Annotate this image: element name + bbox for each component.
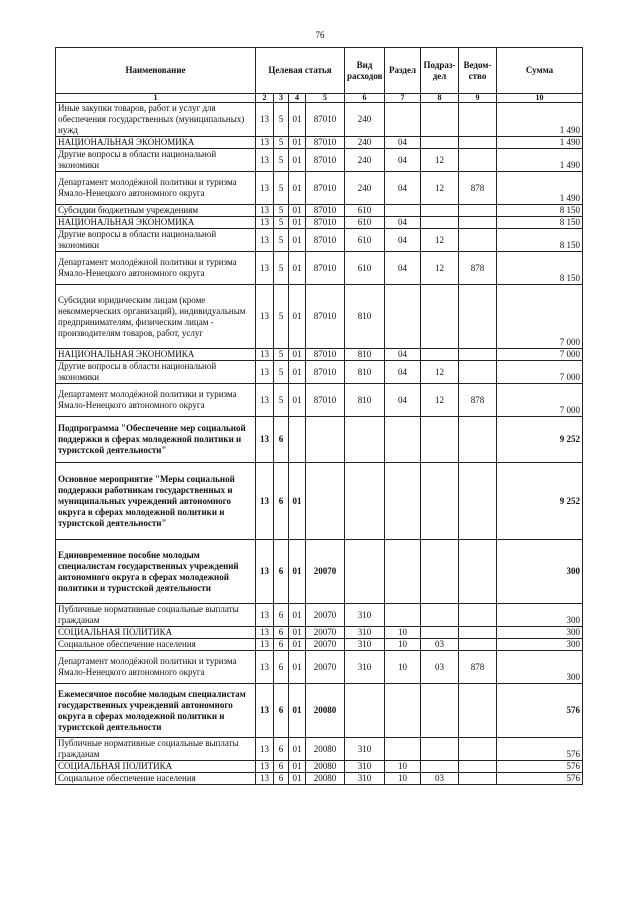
row-target-code: 87010 — [306, 285, 345, 349]
row-section: 04 — [385, 229, 421, 252]
row-target-program: 13 — [256, 349, 274, 361]
row-section: 04 — [385, 217, 421, 229]
row-department-code — [459, 149, 497, 172]
row-subsection — [421, 205, 459, 217]
row-department-code: 878 — [459, 172, 497, 205]
header-summa: Сумма — [497, 48, 583, 94]
row-subsection: 12 — [421, 149, 459, 172]
row-amount: 8 150 — [497, 217, 583, 229]
header-vedomstvo: Ведом-ство — [459, 48, 497, 94]
row-target-subprogram: 6 — [274, 773, 289, 785]
table-row — [56, 103, 583, 137]
row-target-program: 13 — [256, 738, 274, 761]
header-podrazdel: Подраз-дел — [421, 48, 459, 94]
col-number: 10 — [497, 94, 583, 103]
row-target-program: 13 — [256, 417, 274, 463]
row-target-program: 13 — [256, 761, 274, 773]
row-department-code — [459, 361, 497, 384]
row-target-subprogram: 5 — [274, 361, 289, 384]
row-amount: 1 490 — [497, 149, 583, 172]
row-target-subprogram: 6 — [274, 540, 289, 604]
row-department-code — [459, 773, 497, 785]
row-subsection — [421, 761, 459, 773]
row-name: Ежемесячное пособие молодым специалистам государственных учреждений автономного округа в сферах молодежной политики и туристской деятельности — [56, 684, 256, 738]
row-target-program: 13 — [256, 463, 274, 540]
row-section — [385, 604, 421, 627]
row-target-program: 13 — [256, 773, 274, 785]
row-subsection — [421, 738, 459, 761]
table-row — [56, 684, 583, 738]
row-department-code: 878 — [459, 252, 497, 285]
row-department-code: 878 — [459, 384, 497, 417]
row-amount: 8 150 — [497, 229, 583, 252]
row-name: НАЦИОНАЛЬНАЯ ЭКОНОМИКА — [56, 217, 256, 229]
row-name: Публичные нормативные социальные выплаты гражданам — [56, 738, 256, 761]
row-name: Иные закупки товаров, работ и услуг для обеспечения государственных (муниципальных) нужд — [56, 103, 256, 137]
row-subsection — [421, 463, 459, 540]
row-target-event: 01 — [289, 252, 306, 285]
row-name: Социальное обеспечение населения — [56, 773, 256, 785]
row-target-subprogram: 5 — [274, 149, 289, 172]
row-amount: 7 000 — [497, 361, 583, 384]
row-department-code — [459, 229, 497, 252]
row-target-code: 20070 — [306, 651, 345, 684]
row-target-event: 01 — [289, 103, 306, 137]
row-target-event: 01 — [289, 604, 306, 627]
row-target-code: 20080 — [306, 684, 345, 738]
row-target-subprogram: 5 — [274, 137, 289, 149]
row-target-code: 87010 — [306, 384, 345, 417]
row-amount: 7 000 — [497, 285, 583, 349]
row-target-program: 13 — [256, 137, 274, 149]
row-expense-type: 240 — [345, 137, 385, 149]
row-target-event: 01 — [289, 229, 306, 252]
row-department-code — [459, 103, 497, 137]
row-subsection: 12 — [421, 172, 459, 205]
row-name: СОЦИАЛЬНАЯ ПОЛИТИКА — [56, 627, 256, 639]
row-subsection — [421, 285, 459, 349]
row-section: 10 — [385, 761, 421, 773]
row-target-event: 01 — [289, 627, 306, 639]
row-amount: 1 490 — [497, 137, 583, 149]
row-target-code: 87010 — [306, 149, 345, 172]
row-section — [385, 285, 421, 349]
row-target-event: 01 — [289, 761, 306, 773]
row-target-code: 87010 — [306, 103, 345, 137]
row-target-event: 01 — [289, 361, 306, 384]
row-target-subprogram: 5 — [274, 252, 289, 285]
row-target-program: 13 — [256, 149, 274, 172]
row-target-event: 01 — [289, 540, 306, 604]
row-section — [385, 103, 421, 137]
col-number: 2 — [256, 94, 274, 103]
row-section — [385, 205, 421, 217]
col-number: 9 — [459, 94, 497, 103]
row-target-event: 01 — [289, 639, 306, 651]
row-amount: 576 — [497, 738, 583, 761]
row-amount: 300 — [497, 604, 583, 627]
row-department-code — [459, 639, 497, 651]
row-section: 04 — [385, 252, 421, 285]
row-department-code — [459, 349, 497, 361]
row-expense-type: 610 — [345, 217, 385, 229]
row-target-subprogram: 6 — [274, 761, 289, 773]
row-target-program: 13 — [256, 285, 274, 349]
table-row — [56, 349, 583, 361]
row-section — [385, 540, 421, 604]
row-target-code: 87010 — [306, 361, 345, 384]
row-amount: 7 000 — [497, 349, 583, 361]
row-expense-type: 240 — [345, 103, 385, 137]
row-target-event: 01 — [289, 137, 306, 149]
row-section — [385, 463, 421, 540]
row-target-subprogram: 6 — [274, 651, 289, 684]
row-target-code — [306, 463, 345, 540]
row-target-code: 20070 — [306, 639, 345, 651]
table-row — [56, 229, 583, 252]
row-target-subprogram: 6 — [274, 639, 289, 651]
header-razdel: Раздел — [385, 48, 421, 94]
table-row — [56, 540, 583, 604]
row-name: СОЦИАЛЬНАЯ ПОЛИТИКА — [56, 761, 256, 773]
row-section: 10 — [385, 651, 421, 684]
row-target-subprogram: 5 — [274, 103, 289, 137]
row-target-event: 01 — [289, 651, 306, 684]
row-subsection: 12 — [421, 361, 459, 384]
row-target-code: 87010 — [306, 229, 345, 252]
row-section: 04 — [385, 349, 421, 361]
row-target-program: 13 — [256, 627, 274, 639]
row-target-subprogram: 5 — [274, 285, 289, 349]
table-row — [56, 361, 583, 384]
row-department-code — [459, 761, 497, 773]
row-target-program: 13 — [256, 205, 274, 217]
row-amount: 1 490 — [497, 172, 583, 205]
header-name: Наименование — [56, 48, 256, 94]
row-target-event: 01 — [289, 172, 306, 205]
row-target-code — [306, 417, 345, 463]
table-row — [56, 205, 583, 217]
row-expense-type: 310 — [345, 639, 385, 651]
table-row — [56, 252, 583, 285]
row-amount: 576 — [497, 684, 583, 738]
row-expense-type: 240 — [345, 172, 385, 205]
col-number: 1 — [56, 94, 256, 103]
table-row — [56, 761, 583, 773]
row-department-code — [459, 217, 497, 229]
row-target-code: 20070 — [306, 627, 345, 639]
table-row — [56, 773, 583, 785]
row-target-event — [289, 417, 306, 463]
row-amount: 576 — [497, 761, 583, 773]
row-target-subprogram: 6 — [274, 738, 289, 761]
row-department-code — [459, 684, 497, 738]
row-section: 04 — [385, 384, 421, 417]
row-target-program: 13 — [256, 252, 274, 285]
table-row — [56, 417, 583, 463]
table-row — [56, 604, 583, 627]
row-target-code: 87010 — [306, 252, 345, 285]
row-subsection: 12 — [421, 252, 459, 285]
row-target-code: 87010 — [306, 137, 345, 149]
col-number: 7 — [385, 94, 421, 103]
row-target-subprogram: 5 — [274, 217, 289, 229]
row-target-event: 01 — [289, 738, 306, 761]
row-expense-type: 310 — [345, 738, 385, 761]
row-subsection: 03 — [421, 651, 459, 684]
row-target-program: 13 — [256, 604, 274, 627]
row-expense-type — [345, 540, 385, 604]
row-expense-type: 810 — [345, 349, 385, 361]
row-target-subprogram: 5 — [274, 205, 289, 217]
row-target-subprogram: 6 — [274, 604, 289, 627]
row-expense-type — [345, 684, 385, 738]
row-subsection — [421, 217, 459, 229]
header-row — [56, 48, 583, 94]
row-amount: 9 252 — [497, 463, 583, 540]
row-target-code: 87010 — [306, 349, 345, 361]
row-subsection — [421, 103, 459, 137]
row-name: Публичные нормативные социальные выплаты гражданам — [56, 604, 256, 627]
row-department-code — [459, 463, 497, 540]
row-section: 10 — [385, 773, 421, 785]
row-subsection — [421, 604, 459, 627]
row-subsection — [421, 417, 459, 463]
header-target: Целевая статья — [256, 48, 345, 94]
row-amount: 300 — [497, 540, 583, 604]
row-target-subprogram: 5 — [274, 384, 289, 417]
col-number: 4 — [289, 94, 306, 103]
row-name: Департамент молодёжной политики и туризма Ямало-Ненецкого автономного округа — [56, 384, 256, 417]
row-expense-type: 310 — [345, 604, 385, 627]
row-department-code — [459, 738, 497, 761]
row-target-event: 01 — [289, 463, 306, 540]
col-number: 6 — [345, 94, 385, 103]
row-target-subprogram: 5 — [274, 172, 289, 205]
row-name: Другие вопросы в области национальной экономики — [56, 361, 256, 384]
row-section: 04 — [385, 361, 421, 384]
row-name: НАЦИОНАЛЬНАЯ ЭКОНОМИКА — [56, 137, 256, 149]
row-target-program: 13 — [256, 229, 274, 252]
row-section: 10 — [385, 639, 421, 651]
row-target-event: 01 — [289, 285, 306, 349]
row-section — [385, 417, 421, 463]
row-section — [385, 738, 421, 761]
row-target-subprogram: 6 — [274, 627, 289, 639]
col-number: 8 — [421, 94, 459, 103]
row-target-code: 20070 — [306, 604, 345, 627]
row-target-code: 20080 — [306, 761, 345, 773]
row-target-program: 13 — [256, 217, 274, 229]
row-amount: 300 — [497, 627, 583, 639]
col-number: 5 — [306, 94, 345, 103]
row-name: Другие вопросы в области национальной экономики — [56, 149, 256, 172]
row-expense-type: 810 — [345, 285, 385, 349]
row-target-code: 87010 — [306, 172, 345, 205]
row-section — [385, 684, 421, 738]
row-name: Субсидии юридическим лицам (кроме некоммерческих организаций), индивидуальным предпринимателям, физическим лицам - производителям товаров, работ, услуг — [56, 285, 256, 349]
table-row — [56, 172, 583, 205]
page-number: 76 — [315, 30, 325, 40]
row-name: Другие вопросы в области национальной экономики — [56, 229, 256, 252]
row-target-subprogram: 6 — [274, 417, 289, 463]
row-target-code: 20080 — [306, 773, 345, 785]
row-section: 04 — [385, 172, 421, 205]
row-target-program: 13 — [256, 639, 274, 651]
row-name: Департамент молодёжной политики и туризма Ямало-Ненецкого автономного округа — [56, 651, 256, 684]
row-expense-type: 310 — [345, 773, 385, 785]
row-department-code — [459, 604, 497, 627]
row-subsection — [421, 627, 459, 639]
row-expense-type: 810 — [345, 384, 385, 417]
row-name: НАЦИОНАЛЬНАЯ ЭКОНОМИКА — [56, 349, 256, 361]
row-amount: 8 150 — [497, 252, 583, 285]
row-target-subprogram: 5 — [274, 349, 289, 361]
row-target-code: 87010 — [306, 217, 345, 229]
row-department-code — [459, 540, 497, 604]
row-expense-type: 610 — [345, 252, 385, 285]
budget-table — [55, 47, 583, 785]
table-row — [56, 627, 583, 639]
table-row — [56, 137, 583, 149]
row-expense-type: 240 — [345, 149, 385, 172]
row-section: 10 — [385, 627, 421, 639]
table-row — [56, 651, 583, 684]
row-amount: 300 — [497, 639, 583, 651]
row-amount: 7 000 — [497, 384, 583, 417]
row-target-event: 01 — [289, 349, 306, 361]
row-target-code: 87010 — [306, 205, 345, 217]
row-expense-type: 310 — [345, 761, 385, 773]
row-name: Основное мероприятие "Меры социальной поддержки работникам государственных и муниципальных учреждений автономного округа в сферах молодежной политики и туристской деятельности" — [56, 463, 256, 540]
row-target-event: 01 — [289, 684, 306, 738]
row-target-program: 13 — [256, 172, 274, 205]
row-name: Субсидии бюджетным учреждениям — [56, 205, 256, 217]
row-name: Департамент молодёжной политики и туризма Ямало-Ненецкого автономного округа — [56, 172, 256, 205]
table-row — [56, 639, 583, 651]
table-row — [56, 463, 583, 540]
column-number-row — [56, 94, 583, 103]
table-row — [56, 384, 583, 417]
row-name: Департамент молодёжной политики и туризма Ямало-Ненецкого автономного округа — [56, 252, 256, 285]
row-department-code: 878 — [459, 651, 497, 684]
row-department-code — [459, 205, 497, 217]
row-subsection: 12 — [421, 229, 459, 252]
row-target-event: 01 — [289, 384, 306, 417]
row-section: 04 — [385, 149, 421, 172]
row-amount: 9 252 — [497, 417, 583, 463]
row-expense-type — [345, 417, 385, 463]
row-expense-type: 610 — [345, 205, 385, 217]
row-target-event: 01 — [289, 205, 306, 217]
row-name: Единовременное пособие молодым специалистам государственных учреждений автономного округа в сферах молодежной политики и туристской деятельности — [56, 540, 256, 604]
row-expense-type — [345, 463, 385, 540]
row-target-program: 13 — [256, 103, 274, 137]
row-subsection — [421, 349, 459, 361]
row-target-program: 13 — [256, 684, 274, 738]
row-target-code: 20080 — [306, 738, 345, 761]
row-target-program: 13 — [256, 651, 274, 684]
row-amount: 1 490 — [497, 103, 583, 137]
row-expense-type: 610 — [345, 229, 385, 252]
row-subsection: 03 — [421, 773, 459, 785]
row-subsection — [421, 684, 459, 738]
header-vid: Вид расходов — [345, 48, 385, 94]
row-expense-type: 810 — [345, 361, 385, 384]
row-subsection: 03 — [421, 639, 459, 651]
row-department-code — [459, 627, 497, 639]
row-department-code — [459, 417, 497, 463]
table-row — [56, 149, 583, 172]
table-row — [56, 738, 583, 761]
row-target-program: 13 — [256, 540, 274, 604]
row-target-code: 20070 — [306, 540, 345, 604]
row-subsection: 12 — [421, 384, 459, 417]
row-target-event: 01 — [289, 773, 306, 785]
row-amount: 8 150 — [497, 205, 583, 217]
row-target-event: 01 — [289, 149, 306, 172]
row-name: Социальное обеспечение населения — [56, 639, 256, 651]
row-target-event: 01 — [289, 217, 306, 229]
row-section: 04 — [385, 137, 421, 149]
row-name: Подпрограмма "Обеспечение мер социальной поддержки в сферах молодежной политики и туристской деятельности" — [56, 417, 256, 463]
row-department-code — [459, 137, 497, 149]
row-amount: 300 — [497, 651, 583, 684]
table-row — [56, 217, 583, 229]
row-amount: 576 — [497, 773, 583, 785]
row-target-subprogram: 5 — [274, 229, 289, 252]
table-row — [56, 285, 583, 349]
row-subsection — [421, 137, 459, 149]
row-department-code — [459, 285, 497, 349]
col-number: 3 — [274, 94, 289, 103]
row-expense-type: 310 — [345, 651, 385, 684]
row-target-subprogram: 6 — [274, 463, 289, 540]
row-subsection — [421, 540, 459, 604]
row-target-program: 13 — [256, 361, 274, 384]
row-target-program: 13 — [256, 384, 274, 417]
row-target-subprogram: 6 — [274, 684, 289, 738]
row-expense-type: 310 — [345, 627, 385, 639]
